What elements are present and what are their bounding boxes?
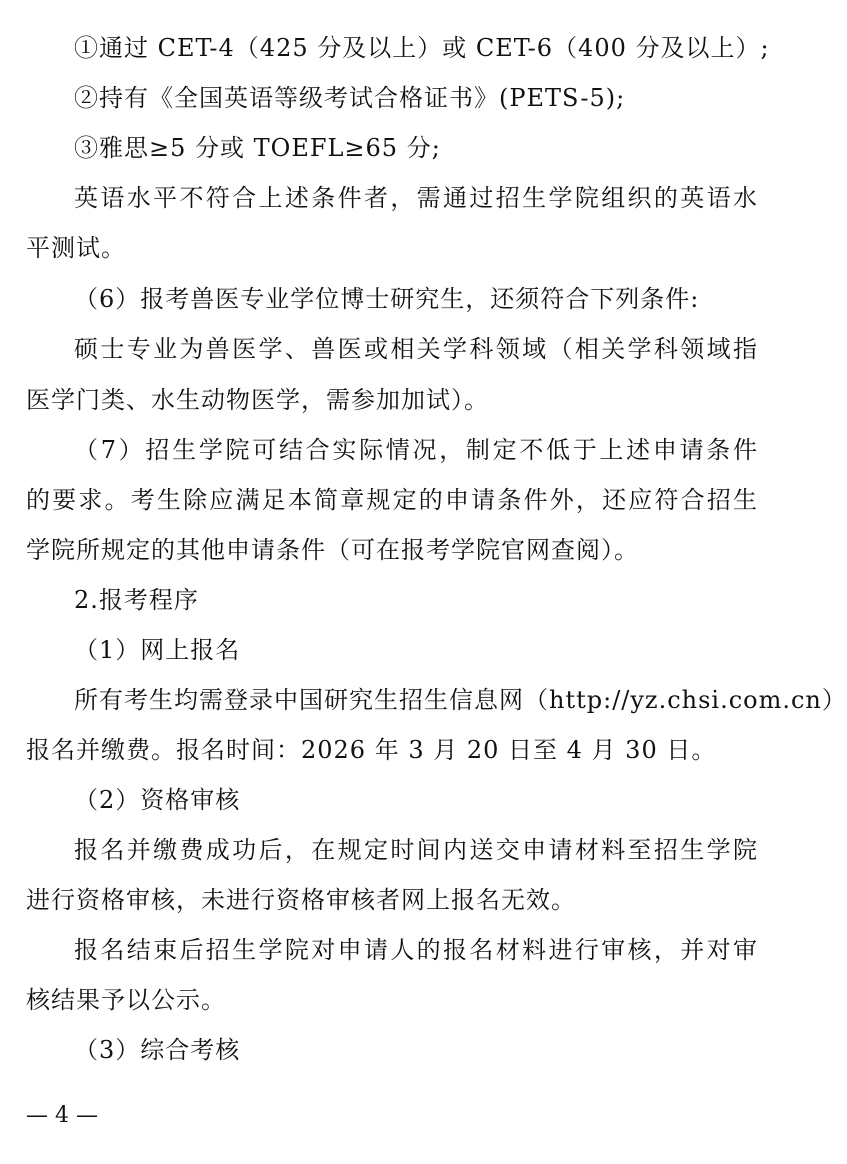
veterinary-condition-heading: （6）报考兽医专业学位博士研究生，还须符合下列条件: [74, 285, 700, 313]
qualification-review-line-2: 进行资格审核，未进行资格审核者网上报名无效。 [26, 886, 576, 914]
english-condition-pets: ②持有《全国英语等级考试合格证书》(PETS-5); [74, 84, 626, 112]
english-test-paragraph-line-1: 英语水平不符合上述条件者，需通过招生学院组织的英语水 [74, 184, 758, 212]
english-condition-cet: ①通过 CET-4（425 分及以上）或 CET-6（400 分及以上）; [74, 34, 770, 62]
veterinary-condition-line-2: 医学门类、水生动物医学，需参加加试）。 [26, 386, 489, 414]
college-requirement-line-1: （7）招生学院可结合实际情况，制定不低于上述申请条件 [74, 436, 758, 464]
college-requirement-line-3: 学院所规定的其他申请条件（可在报考学院官网查阅）。 [26, 536, 639, 564]
qualification-review-line-1: 报名并缴费成功后，在规定时间内送交申请材料至招生学院 [74, 836, 758, 864]
veterinary-condition-line-1: 硕士专业为兽医学、兽医或相关学科领域（相关学科领域指 [74, 335, 758, 363]
subheading-online-registration: （1）网上报名 [74, 636, 241, 664]
english-test-paragraph-line-2: 平测试。 [26, 234, 126, 262]
section-heading-application-procedure: 2.报考程序 [74, 586, 199, 614]
review-result-line-1: 报名结束后招生学院对申请人的报名材料进行审核，并对审 [74, 936, 758, 964]
page-number: — 4 — [26, 1103, 98, 1128]
college-requirement-line-2: 的要求。考生除应满足本简章规定的申请条件外，还应符合招生 [26, 486, 758, 514]
english-condition-ielts-toefl: ③雅思≥5 分或 TOEFL≥65 分; [74, 134, 441, 162]
subheading-comprehensive-assessment: （3）综合考核 [74, 1036, 241, 1064]
online-registration-line-2: 报名并缴费。报名时间：2026 年 3 月 20 日至 4 月 30 日。 [26, 736, 717, 764]
subheading-qualification-review: （2）资格审核 [74, 786, 241, 814]
online-registration-line-1: 所有考生均需登录中国研究生招生信息网（http://yz.chsi.com.cn） [74, 686, 847, 714]
review-result-line-2: 核结果予以公示。 [26, 986, 226, 1014]
